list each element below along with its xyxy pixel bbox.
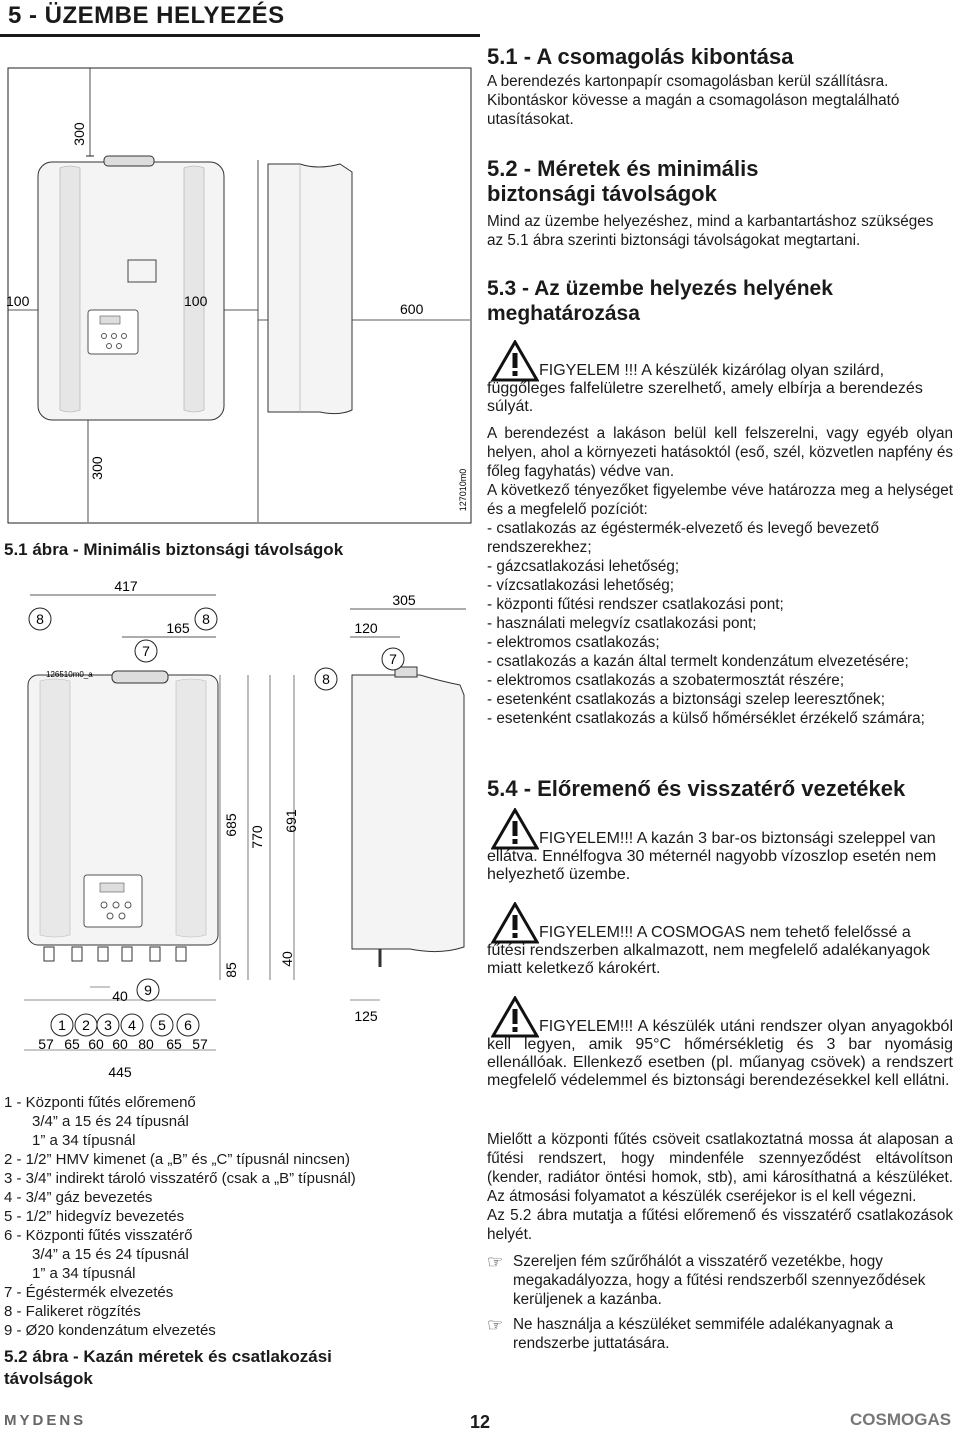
dim-417: 417 xyxy=(114,578,138,594)
section-5-3-p2: A következő tényezőket figyelembe véve határozza meg a helységet és a megfelelő pozíciót: xyxy=(487,482,953,518)
warning-text-2: FIGYELEM!!! A kazán 3 bar-os biztonsági szeleppel van ellátva. Ennélfogva 30 méternél nagyobb vízoszlop esetén nem helyezhető üzembe. xyxy=(487,830,937,883)
dim-165: 165 xyxy=(166,620,190,636)
conn-3: 3 xyxy=(104,1017,112,1033)
req-item: - gázcsatlakozási lehetőség; xyxy=(487,558,680,575)
legend-3: 3 - 3/4” indirekt tároló visszatérő (csak a „B” típusnál) xyxy=(4,1170,356,1187)
section-5-3-title-l2: meghatározása xyxy=(487,302,640,325)
section-5-3-title-l1: 5.3 - Az üzembe helyezés helyének xyxy=(487,277,833,300)
section-5-1-title: 5.1 - A csomagolás kibontása xyxy=(487,44,794,69)
dim-770: 770 xyxy=(249,825,265,849)
legend-7: 7 - Égéstermék elvezetés xyxy=(4,1284,174,1301)
header-rule xyxy=(0,34,480,37)
dim-300-top: 300 xyxy=(71,122,87,146)
req-item: - használati melegvíz csatlakozási pont; xyxy=(487,615,757,632)
conn-5: 5 xyxy=(158,1017,166,1033)
pointing-hand-icon: ☞ xyxy=(487,1252,504,1272)
conn-1: 1 xyxy=(58,1017,66,1033)
dim-300-bottom: 300 xyxy=(89,456,105,480)
legend-6b: 1” a 34 típusnál xyxy=(32,1265,136,1282)
dim-100-left: 100 xyxy=(6,293,30,309)
page-title: 5 - ÜZEMBE HELYEZÉS xyxy=(8,2,285,29)
dim-85: 85 xyxy=(223,962,239,978)
spacing-6: 57 xyxy=(192,1036,208,1052)
dim-40: 40 xyxy=(112,988,128,1004)
section-5-4-p2: Az 5.2 ábra mutatja a fűtési előremenő és visszatérő csatlakozások helyét. xyxy=(487,1207,953,1243)
legend-1: 1 - Központi fűtés előremenő xyxy=(4,1094,196,1111)
dim-305: 305 xyxy=(392,592,416,608)
spacing-3: 60 xyxy=(112,1036,128,1052)
req-item: - esetenként csatlakozás a külső hőmérséklet érzékelő számára; xyxy=(487,710,925,727)
page-header xyxy=(0,0,960,40)
spacing-2: 60 xyxy=(88,1036,104,1052)
callout-8b: 8 xyxy=(202,611,210,627)
dim-100-mid: 100 xyxy=(184,293,208,309)
figure-5-1 xyxy=(0,60,480,530)
dim-445: 445 xyxy=(108,1064,132,1080)
section-5-4-title: 5.4 - Előremenő és visszatérő vezetékek xyxy=(487,776,906,801)
figure-legend xyxy=(4,1093,474,1390)
legend-6a: 3/4” a 15 és 24 típusnál xyxy=(32,1246,189,1263)
section-5-4-body xyxy=(487,1130,953,1353)
req-item: - csatlakozás az égéstermék-elvezető és levegő bevezető rendszerekhez; xyxy=(487,520,879,556)
callout-9: 9 xyxy=(144,982,152,998)
spacing-1: 65 xyxy=(64,1036,80,1052)
dim-125: 125 xyxy=(354,1008,378,1024)
warning-text-4: FIGYELEM!!! A készülék utáni rendszer olyan anyagokból kell legyen, amik 95°C hőmérsékletig és 3 bar nyomásig ellenállóak. Ellenkező esetben (pl. műanyag csövek) a rendszert megfelelő védelemmel és biztonsági berendezésekkel kell ellátni. xyxy=(487,1018,953,1089)
section-5-4-warning-1 xyxy=(487,808,953,884)
section-5-4-warning-3 xyxy=(487,996,953,1090)
bullet-1-text: Szereljen fém szűrőhálót a visszatérő vezetékbe, hogy megakadályozza, hogy a fűtési rendszerből szennyeződések kerüljenek a kazánba. xyxy=(513,1253,926,1308)
dim-691: 691 xyxy=(283,809,299,833)
conn-6: 6 xyxy=(184,1017,192,1033)
section-5-3-body xyxy=(487,424,953,728)
section-5-3 xyxy=(487,276,953,326)
section-5-2 xyxy=(487,156,953,250)
spacing-5: 65 xyxy=(166,1036,182,1052)
section-5-1-body: A berendezés kartonpapír csomagolásban kerül szállításra. Kibontáskor kövesse a magán a csomagoláson megtalálható utasításokat. xyxy=(487,73,900,128)
legend-1a: 3/4” a 15 és 24 típusnál xyxy=(32,1113,189,1130)
section-5-2-body: Mind az üzembe helyezéshez, mind a karbantartáshoz szükséges az 5.1 ábra szerinti biztonsági távolságokat megtartani. xyxy=(487,213,934,249)
pointing-hand-icon: ☞ xyxy=(487,1315,504,1335)
legend-6: 6 - Központi fűtés visszatérő xyxy=(4,1227,193,1244)
req-item: - elektromos csatlakozás a szobatermosztát részére; xyxy=(487,672,845,689)
section-5-4-warning-2 xyxy=(487,902,953,978)
callout-8a: 8 xyxy=(36,611,44,627)
section-5-3-p1: A berendezést a lakáson belül kell felszerelni, vagy egyéb olyan helyen, ahol a környezeti hatásoktól (eső, szél, közvetlen napfény és főleg fagyhatás) védve van. xyxy=(487,425,953,480)
legend-2: 2 - 1/2” HMV kimenet (a „B” és „C” típusnál nincsen) xyxy=(4,1151,350,1168)
req-item: - csatlakozás a kazán által termelt kondenzátum elvezetésére; xyxy=(487,653,909,670)
legend-4: 4 - 3/4” gáz bevezetés xyxy=(4,1189,153,1206)
legend-8: 8 - Falikeret rögzítés xyxy=(4,1303,141,1320)
conn-2: 2 xyxy=(82,1017,90,1033)
req-item: - esetenként csatlakozás a biztonsági szelep leeresztőnek; xyxy=(487,691,885,708)
figure-code: 127010m0 xyxy=(458,468,468,512)
callout-8c: 8 xyxy=(322,671,330,687)
bullet-2 xyxy=(487,1315,953,1353)
legend-1b: 1” a 34 típusnál xyxy=(32,1132,136,1149)
req-item: - elektromos csatlakozás; xyxy=(487,634,660,651)
conn-4: 4 xyxy=(128,1017,136,1033)
dim-600: 600 xyxy=(400,301,424,317)
figure-5-2-caption xyxy=(4,1346,474,1390)
figure-5-2 xyxy=(0,575,480,1095)
figure-5-2-caption-l1: 5.2 ábra - Kazán méretek és csatlakozási xyxy=(4,1347,332,1366)
bullet-2-text: Ne használja a készüléket semmiféle adalékanyagnak a rendszerbe juttatására. xyxy=(513,1316,894,1352)
warning-text-1: FIGYELEM !!! A készülék kizárólag olyan szilárd, függőleges falfelületre szerelhető, amely elbírja a berendezés súlyát. xyxy=(487,362,923,415)
section-5-2-title-l2: biztonsági távolságok xyxy=(487,181,717,206)
warning-text-3: FIGYELEM!!! A COSMOGAS nem tehető felelőssé a fűtési rendszerben alkalmazott, nem megfelelő adalékanyagok miatt keletkező károkért. xyxy=(487,924,930,977)
spacing-4: 80 xyxy=(138,1036,154,1052)
section-5-4-p1: Mielőtt a központi fűtés csöveit csatlakoztatná mossa át alaposan a fűtési rendszert, hogy mindenféle szennyeződést eltávolítson (kender, radiátor öntési homok, stb), ami károsíthatná a készüléket. Az átmosási folyamatot a készülék cseréjekor is el kell végezni. xyxy=(487,1131,953,1205)
bullet-1 xyxy=(487,1252,953,1309)
figure-5-1-caption: 5.1 ábra - Minimális biztonsági távolságok xyxy=(4,540,344,559)
spacing-0: 57 xyxy=(38,1036,54,1052)
dim-685: 685 xyxy=(223,813,239,837)
brand-cosmogas: COSMOGAS xyxy=(850,1410,952,1429)
figure-code-2: 126510m0_a xyxy=(46,670,93,679)
req-item: - vízcsatlakozási lehetőség; xyxy=(487,577,675,594)
section-5-4 xyxy=(487,776,953,801)
page-number: 12 xyxy=(470,1412,491,1432)
req-item: - központi fűtési rendszer csatlakozási pont; xyxy=(487,596,784,613)
callout-7b: 7 xyxy=(389,651,397,667)
dim-120: 120 xyxy=(354,620,378,636)
brand-mydens: MYDENS xyxy=(4,1412,87,1429)
callout-7a: 7 xyxy=(142,643,150,659)
figure-5-2-caption-l2: távolságok xyxy=(4,1369,93,1388)
legend-9: 9 - Ø20 kondenzátum elvezetés xyxy=(4,1322,216,1339)
section-5-2-title-l1: 5.2 - Méretek és minimális xyxy=(487,156,759,181)
section-5-1 xyxy=(487,44,953,129)
dim-40-vert: 40 xyxy=(279,951,295,967)
section-5-3-warning xyxy=(487,340,953,416)
legend-5: 5 - 1/2” hidegvíz bevezetés xyxy=(4,1208,185,1225)
